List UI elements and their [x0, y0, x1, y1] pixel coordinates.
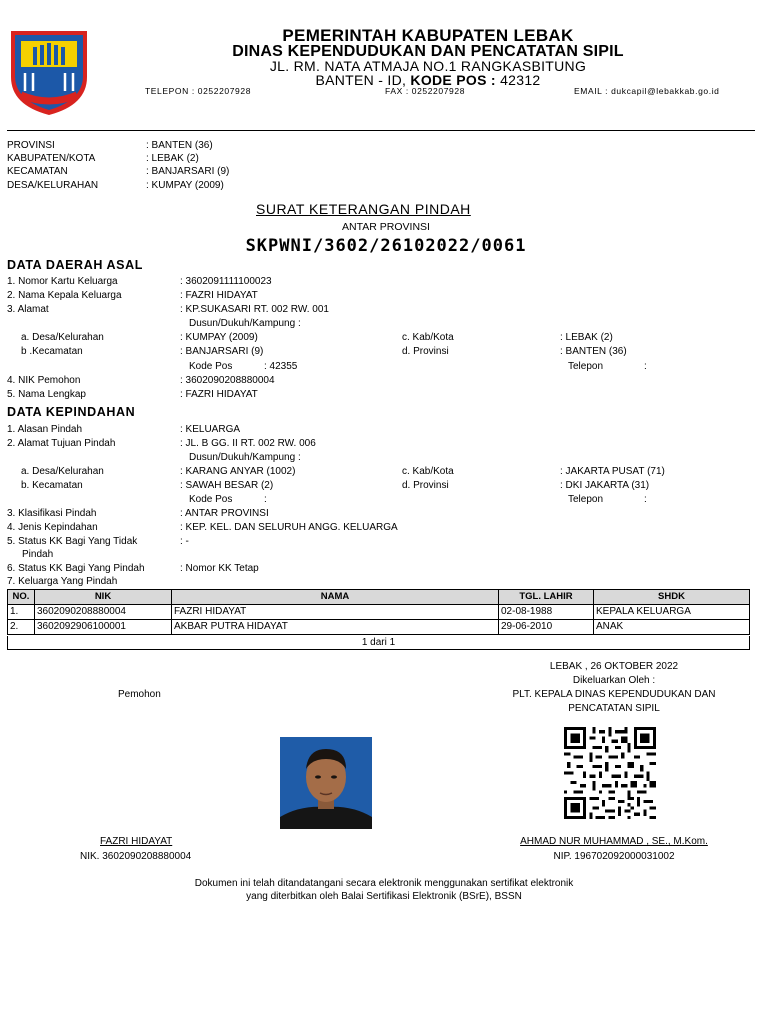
cell-no: 1. — [8, 605, 35, 620]
move-class-value: : ANTAR PROVINSI — [180, 508, 269, 519]
origin-village-label: a. Desa/Kelurahan — [21, 332, 104, 343]
header-address: JL. RM. NATA ATMAJA NO.1 RANGKASBITUNG — [269, 58, 587, 74]
cell-nik: 3602092906100001 — [35, 620, 172, 635]
postal-label: KODE POS : — [410, 72, 496, 88]
applicant-nik: NIK. 3602090208880004 — [80, 851, 192, 862]
qr-code-icon — [555, 727, 665, 819]
origin-postal-value: : 42355 — [264, 361, 298, 372]
letter-scope: ANTAR PROVINSI — [342, 221, 430, 233]
applicant-name: FAZRI HIDAYAT — [100, 836, 173, 847]
header-region: BANTEN - ID, KODE POS : 42312 — [315, 72, 541, 88]
origin-nkk-value: : 3602091111100023 — [180, 276, 272, 287]
move-status-stay-label-2: Pindah — [22, 549, 54, 560]
move-province-label: d. Provinsi — [402, 480, 449, 491]
move-province-value: : DKI JAKARTA (31) — [560, 480, 650, 491]
region-value-village: : KUMPAY (2009) — [146, 180, 224, 191]
move-village-value: : KARANG ANYAR (1002) — [180, 466, 296, 477]
section-move-heading: DATA KEPINDAHAN — [7, 405, 136, 419]
move-type-value: : KEP. KEL. DAN SELURUH ANGG. KELUARGA — [180, 522, 398, 533]
col-nik: NIK — [35, 590, 172, 605]
move-postal-value: : — [264, 494, 267, 505]
cell-birthdate: 02-08-1988 — [499, 605, 594, 620]
letter-number: SKPWNI/3602/26102022/0061 — [245, 236, 527, 256]
move-phone-label: Telepon — [568, 494, 604, 505]
region-value-province: : BANTEN (36) — [146, 140, 213, 151]
region-value-regency: : LEBAK (2) — [146, 153, 199, 164]
header-subtitle: DINAS KEPENDUDUKAN DAN PENCATATAN SIPIL — [232, 43, 624, 60]
origin-head-value: : FAZRI HIDAYAT — [180, 290, 258, 301]
origin-name-label: 5. Nama Lengkap — [7, 389, 86, 400]
header-divider — [7, 130, 755, 131]
origin-nik-label: 4. NIK Pemohon — [7, 375, 81, 386]
move-dest-label: 2. Alamat Tujuan Pindah — [7, 438, 116, 449]
move-class-label: 3. Klasifikasi Pindah — [7, 508, 97, 519]
header-email: EMAIL : dukcapil@lebakkab.go.id — [574, 86, 720, 96]
origin-nkk-label: 1. Nomor Kartu Keluarga — [7, 276, 118, 287]
move-status-stay-label: 5. Status KK Bagi Yang Tidak — [7, 536, 138, 547]
origin-city-label: c. Kab/Kota — [402, 332, 454, 343]
postal-code: 42312 — [500, 72, 541, 88]
move-status-move-value: : Nomor KK Tetap — [180, 563, 259, 574]
letter-title: SURAT KETERANGAN PINDAH — [256, 201, 471, 217]
move-city-label: c. Kab/Kota — [402, 466, 454, 477]
origin-province-value: : BANTEN (36) — [560, 346, 627, 357]
applicant-photo — [280, 737, 372, 829]
section-origin-heading: DATA DAERAH ASAL — [7, 258, 143, 272]
move-status-move-label: 6. Status KK Bagi Yang Pindah — [7, 563, 145, 574]
origin-phone-label: Telepon — [568, 361, 604, 372]
move-district-value: : SAWAH BESAR (2) — [180, 480, 274, 491]
cell-relation: ANAK — [594, 620, 750, 635]
move-district-label: b. Kecamatan — [21, 480, 83, 491]
move-members-label: 7. Keluarga Yang Pindah — [7, 576, 118, 587]
origin-address-value: : KP.SUKASARI RT. 002 RW. 001 — [180, 304, 329, 315]
move-village-label: a. Desa/Kelurahan — [21, 466, 104, 477]
disclaimer-line-2: yang diterbitkan oleh Balai Sertifikasi Elektronik (BSrE), BSSN — [246, 891, 522, 902]
origin-district-value: : BANJARSARI (9) — [180, 346, 264, 357]
cell-birthdate: 29-06-2010 — [499, 620, 594, 635]
table-row — [8, 605, 750, 620]
table-page-indicator: 1 dari 1 — [7, 636, 750, 650]
col-birthdate: TGL. LAHIR — [499, 590, 594, 605]
move-postal-label: Kode Pos — [189, 494, 233, 505]
move-phone-value: : — [644, 494, 647, 505]
table-row — [8, 620, 750, 635]
official-title-2: PENCATATAN SIPIL — [568, 703, 660, 714]
region-label-regency: KABUPATEN/KOTA — [7, 153, 96, 164]
move-reason-label: 1. Alasan Pindah — [7, 424, 83, 435]
members-header-row — [8, 590, 750, 605]
origin-dusun-label: Dusun/Dukuh/Kampung : — [189, 318, 301, 329]
cell-nik: 3602090208880004 — [35, 605, 172, 620]
origin-city-value: : LEBAK (2) — [560, 332, 613, 343]
move-reason-value: : KELUARGA — [180, 424, 241, 435]
move-type-label: 4. Jenis Kepindahan — [7, 522, 98, 533]
region-value-district: : BANJARSARI (9) — [146, 166, 230, 177]
header-title: PEMERINTAH KABUPATEN LEBAK — [282, 26, 574, 45]
cell-no: 2. — [8, 620, 35, 635]
region-label-province: PROVINSI — [7, 140, 55, 151]
official-name: AHMAD NUR MUHAMMAD , SE., M.Kom. — [520, 836, 708, 847]
col-relation: SHDK — [594, 590, 750, 605]
disclaimer-line-1: Dokumen ini telah ditandatangani secara elektronik menggunakan sertifikat elektronik — [194, 878, 574, 889]
origin-head-label: 2. Nama Kepala Keluarga — [7, 290, 122, 301]
move-city-value: : JAKARTA PUSAT (71) — [560, 466, 665, 477]
move-status-stay-value: : - — [180, 536, 189, 547]
move-dusun-label: Dusun/Dukuh/Kampung : — [189, 452, 301, 463]
move-dest-value: : JL. B GG. II RT. 002 RW. 006 — [180, 438, 316, 449]
place-date: LEBAK , 26 OKTOBER 2022 — [549, 661, 679, 672]
origin-phone-value: : — [644, 361, 647, 372]
origin-name-value: : FAZRI HIDAYAT — [180, 389, 258, 400]
official-nip: NIP. 196702092000031002 — [553, 851, 675, 862]
origin-village-value: : KUMPAY (2009) — [180, 332, 258, 343]
applicant-label: Pemohon — [118, 689, 161, 700]
cell-name: FAZRI HIDAYAT — [172, 605, 499, 620]
header-fax: FAX : 0252207928 — [385, 86, 466, 96]
origin-address-label: 3. Alamat — [7, 304, 49, 315]
origin-nik-value: : 3602090208880004 — [180, 375, 275, 386]
cell-relation: KEPALA KELUARGA — [594, 605, 750, 620]
cell-name: AKBAR PUTRA HIDAYAT — [172, 620, 499, 635]
origin-province-label: d. Provinsi — [402, 346, 449, 357]
region-label-district: KECAMATAN — [7, 166, 68, 177]
origin-postal-label: Kode Pos — [189, 361, 233, 372]
official-title-1: PLT. KEPALA DINAS KEPENDUDUKAN DAN — [512, 689, 716, 700]
col-name: NAMA — [172, 590, 499, 605]
region-label-village: DESA/KELURAHAN — [7, 180, 99, 191]
col-no: NO. — [8, 590, 35, 605]
members-table — [7, 589, 750, 635]
origin-district-label: b .Kecamatan — [21, 346, 83, 357]
header-phone: TELEPON : 0252207928 — [145, 86, 252, 96]
issued-by: Dikeluarkan Oleh : — [572, 675, 656, 686]
